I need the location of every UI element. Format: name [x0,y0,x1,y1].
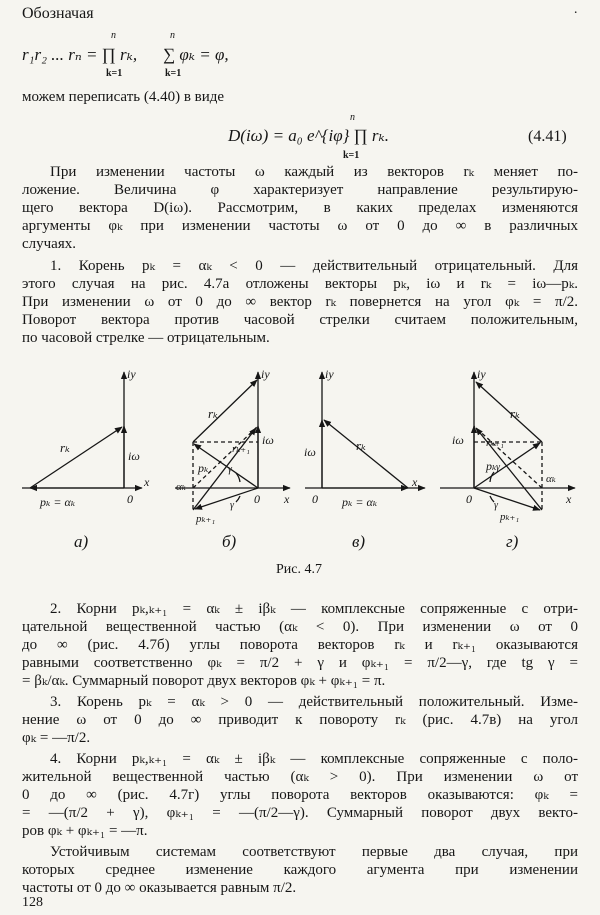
main-lower-limit: k=1 [343,150,360,161]
paragraph-4-line: 3. Корень pₖ = αₖ > 0 — действительный положительный. Изме- [50,694,578,710]
paragraph-2-line: Поворот вектора против часовой стрелки считаем положительным, [22,312,578,328]
label-d-pk1: pₖ₊₁ [500,511,520,523]
main-formula: D(iω) = a₀ e^{iφ} ∏ rₖ. [228,126,389,145]
figure-label-b: б) [222,532,237,551]
label-d-gamma1: γ [496,462,500,473]
label-c-zero: 0 [312,492,318,506]
label-a-rk: rₖ [60,440,70,455]
page-number: 128 [22,895,43,910]
label-a-zero: 0 [127,492,133,506]
paragraph-2-line: этого случая на рис. 4.7а отложены векторы pₖ, iω и rₖ = iω—pₖ. [22,276,578,292]
paragraph-3-line: 2. Корни pₖ,ₖ₊₁ = αₖ ± iβₖ — комплексные сопряженные с отри- [50,601,578,617]
product-upper-limit: n [111,30,116,41]
label-c-iw: iω [304,445,316,459]
figure-label-d: г) [506,532,519,551]
sum-formula: ∑ φₖ = φ, [163,45,229,64]
label-a-iy: iy [127,367,136,381]
sum-upper-limit: n [170,30,175,41]
rewrite-text: можем переписать (4.40) в виде [22,89,225,105]
paragraph-6-line: частоты от 0 до ∞ оказывается равным π/2. [22,880,297,896]
paragraph-2-line: по часовой стрелке — отрицательным. [22,330,270,346]
label-a-iw: iω [128,449,140,463]
label-c-x: x [412,475,418,489]
label-b-iw: iω [262,433,274,447]
label-b-x: x [284,492,290,506]
intro-label: Обозначая [22,5,94,22]
label-d-rk1: rₖ₊₁ [486,437,504,449]
sum-lower-limit: k=1 [165,68,182,79]
label-b-rk1: rₖ₊₁ [232,443,250,455]
label-c-rk: rₖ [356,438,366,453]
paragraph-3-line: цательной вещественной частью (αₖ < 0). При изменении ω от 0 [22,619,578,635]
label-d-zero: 0 [466,492,472,506]
label-b-zero: 0 [254,492,260,506]
paragraph-2-line: 1. Корень pₖ = αₖ < 0 — действительный отрицательный. Для [50,258,578,274]
label-a-pk: pₖ = αₖ [40,495,76,509]
paragraph-3-line: = βₖ/αₖ. Суммарный поворот двух векторов φₖ + φₖ₊₁ = π. [22,673,386,689]
figure-caption: Рис. 4.7 [276,562,322,577]
label-d-gamma2: γ [494,500,498,511]
paragraph-5-line: 0 до ∞ (рис. 4.7г) углы поворота векторов оказываются: φₖ = [22,787,578,803]
paragraph-6-line: Устойчивым системам соответствуют первые два случая, при [50,844,578,860]
label-b-rk: rₖ [208,406,218,421]
figure-label-c: в) [352,532,366,551]
label-b-ak: αₖ [176,481,186,493]
label-c-iy: iy [325,367,334,381]
paragraph-6-line: которых среднее изменение каждого агумента при изменении [22,862,578,878]
paragraph-4-line: нение ω от 0 до ∞ приводит к повороту rₖ (рис. 4.7в) на угол [22,712,578,728]
label-b-gamma2: γ [230,500,234,511]
label-b-pk: pₖ [198,461,209,475]
diagram-c [305,372,425,488]
paragraph-5-line: жительной вещественной частью (αₖ > 0). При изменении ω от [22,769,578,785]
label-d-ak: αₖ [546,473,556,485]
label-d-pk: pₖ [486,459,497,473]
paragraph-2-line: При изменении ω от 0 до ∞ вектор rₖ повернется на угол φₖ = π/2. [22,294,578,310]
paragraph-1-line: аргументы φₖ при изменении частоты ω от 0 до ∞ в различных [22,218,578,234]
label-b-iy: iy [261,367,270,381]
paragraph-4-line: φₖ = —π/2. [22,730,91,746]
label-b-pk1: pₖ₊₁ [196,513,216,525]
label-b-gamma1: γ [228,464,232,475]
paragraph-3-line: до ∞ (рис. 4.7б) углы поворота векторов rₖ и rₖ₊₁ оказываются [22,637,578,653]
paragraph-1-line: щего вектора D(iω). Рассмотрим, в каких пределах изменяются [22,200,578,216]
label-d-iy: iy [477,367,486,381]
figure-4-7 [0,360,600,560]
paragraph-5-line: 4. Корни pₖ,ₖ₊₁ = αₖ ± iβₖ — комплексные сопряженные с поло- [50,751,578,767]
label-c-pk: pₖ = αₖ [342,495,378,509]
product-formula: r₁r₂ ... rₙ = ∏ rₖ, [22,45,138,64]
paragraph-1-line: При изменении частоты ω каждый из векторов rₖ меняет по- [50,164,578,180]
figure-label-a: а) [74,532,89,551]
equation-number: (4.41) [528,128,567,145]
paragraph-1-line: ложение. Величина φ характеризует направление результирую- [22,182,578,198]
label-d-x: x [566,492,572,506]
paragraph-5-line: ров φₖ + φₖ₊₁ = —π. [22,823,148,839]
label-a-x: x [144,475,150,489]
label-d-iw: iω [452,433,464,447]
diagram-a [22,372,142,488]
corner-mark: · [573,6,578,21]
main-upper-limit: n [350,112,355,123]
product-lower-limit: k=1 [106,68,123,79]
label-d-rk: rₖ [510,406,520,421]
paragraph-3-line: равными соответственно φₖ = π/2 + γ и φₖ₊₁ = π/2—γ, где tg γ = [22,655,578,671]
paragraph-1-line: случаях. [22,236,76,252]
paragraph-5-line: = —(π/2 + γ), φₖ₊₁ = —(π/2—γ). Суммарный поворот двух векто- [22,805,578,821]
